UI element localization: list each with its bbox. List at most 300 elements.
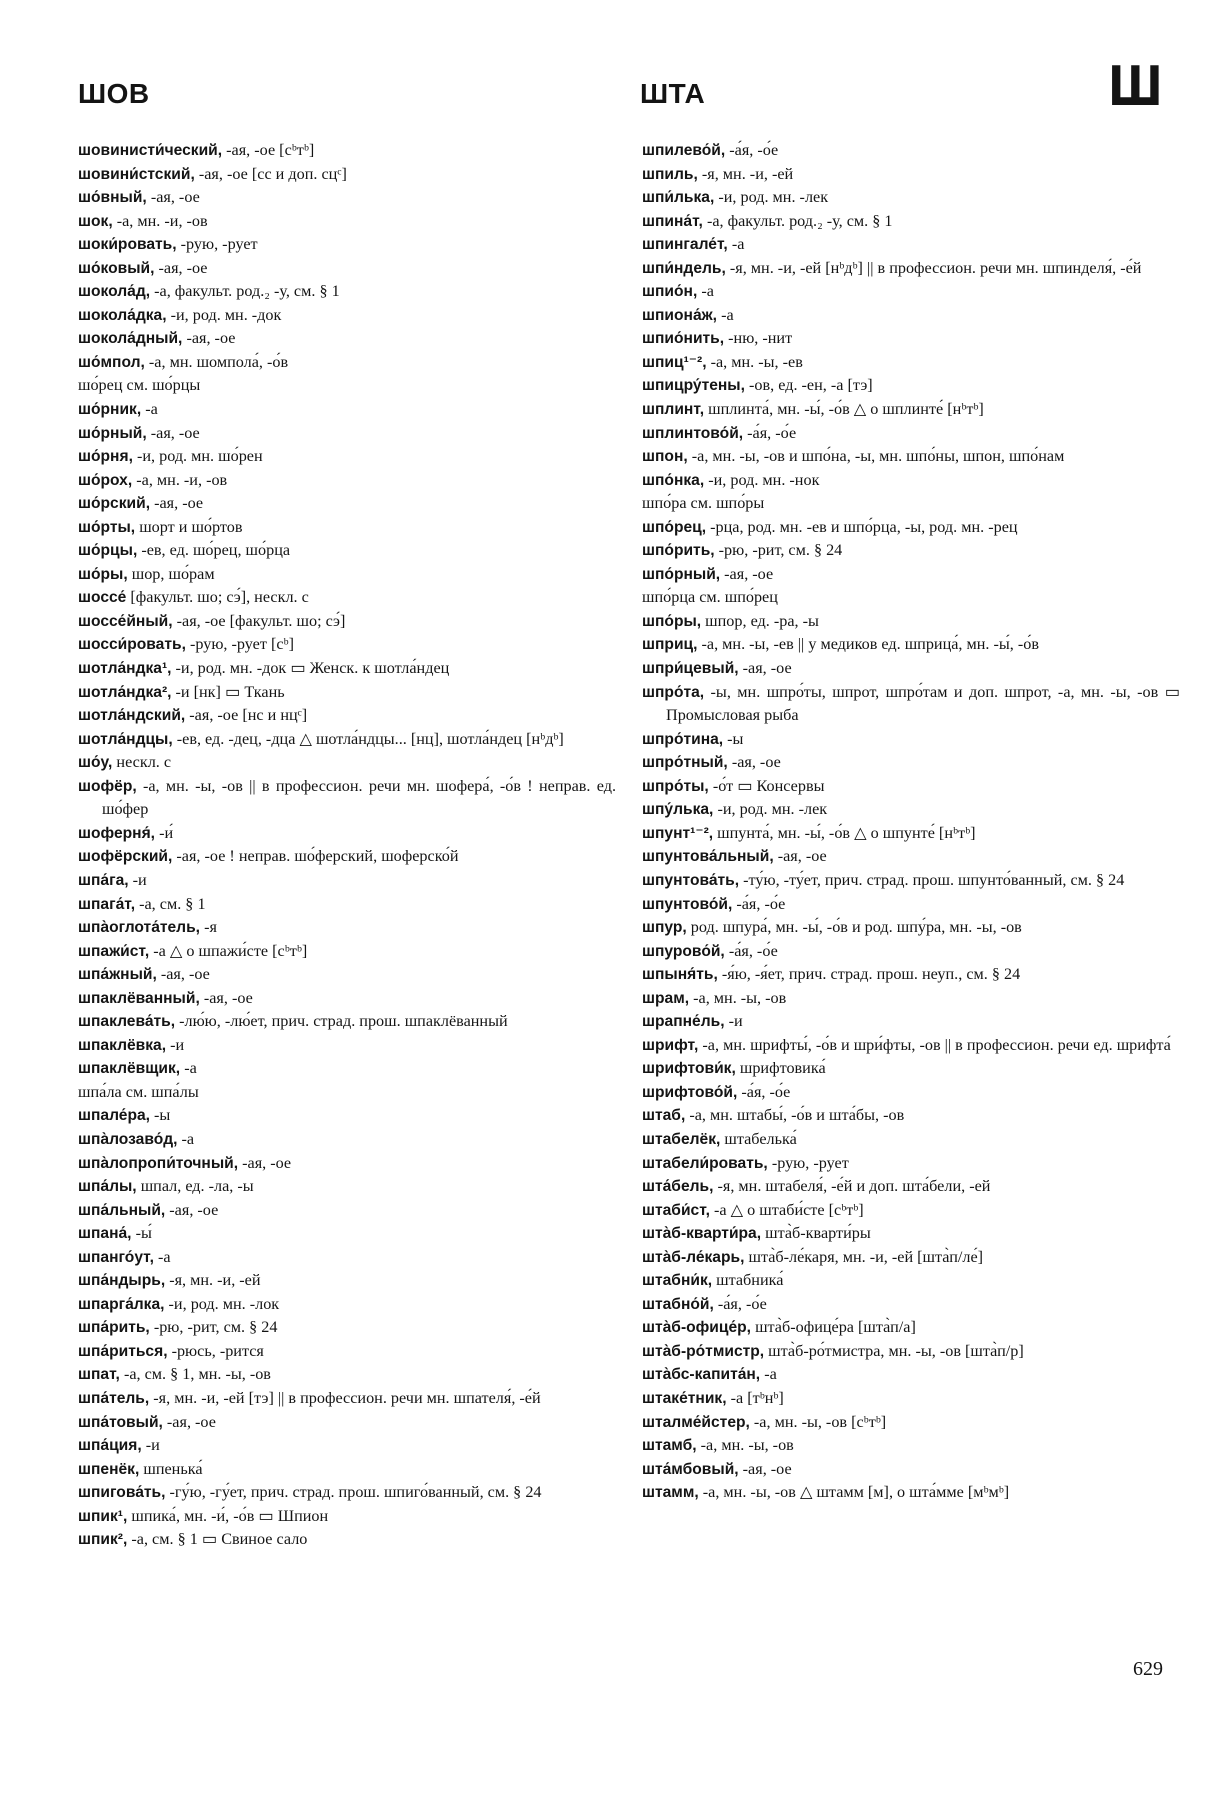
entry-definition: шта̀б-офице́ра [шта̀п/а] <box>751 1318 916 1337</box>
entry-definition: -а, мн. -ы, -ов || в профессион. речи мн. шофера́, -о́в ! неправ. ед. шо́фер <box>102 776 616 819</box>
entry-definition: -рую, -рует [сᵇ] <box>185 635 294 654</box>
dictionary-entry <box>642 963 1180 987</box>
entry-headword: шпиона́ж, <box>642 306 718 324</box>
entry-definition: -а́я, -о́е <box>743 423 797 442</box>
dictionary-entry <box>78 563 616 587</box>
dictionary-entry <box>78 987 616 1011</box>
dictionary-entry <box>78 845 616 869</box>
entry-headword: шпана́, <box>78 1225 132 1243</box>
entry-headword: шпур, <box>642 919 687 937</box>
entry-definition: -ев, ед. -дец, -дца △ шотла́ндцы... [нц], шотла́ндец [нᵇдᵇ] <box>172 729 564 748</box>
dictionary-entry <box>642 280 1180 304</box>
dictionary-entry <box>642 327 1180 351</box>
entry-headword: шпа́га, <box>78 871 129 889</box>
entry-headword: шталме́йстер, <box>642 1413 750 1431</box>
entry-headword: шосси́ровать, <box>78 636 186 654</box>
entry-headword: шпа́лы, <box>78 1178 137 1196</box>
entry-definition: штабелька́ <box>720 1129 797 1148</box>
entry-headword: шпа́льный, <box>78 1201 166 1219</box>
dictionary-entry <box>78 210 616 234</box>
dictionary-entry <box>642 304 1180 328</box>
entry-headword: шрифт, <box>642 1036 699 1054</box>
dictionary-entry <box>78 1128 616 1152</box>
dictionary-entry <box>78 233 616 257</box>
entry-definition: -а́я, -о́е <box>724 941 778 960</box>
entry-headword: шта̀бс-капита́н, <box>642 1366 761 1384</box>
entry-headword: шпу́лька, <box>642 801 714 819</box>
left-column <box>78 139 616 1552</box>
entry-definition: -я, мн. -и, -ей <box>165 1271 261 1290</box>
dictionary-entry <box>642 633 1180 657</box>
dictionary-entry <box>78 1528 616 1552</box>
entry-definition: -и, род. мн. шо́рен <box>132 447 263 466</box>
entry-definition: -а <box>760 1365 777 1384</box>
entry-definition: -ая, -ое ! неправ. шо́ферский, шоферско́й <box>172 847 459 866</box>
dictionary-entry <box>78 704 616 728</box>
dictionary-entry <box>642 1057 1180 1081</box>
dictionary-entry <box>78 963 616 987</box>
entry-definition: -я́ю, -я́ет, прич. страд. прош. неуп., см. § 24 <box>717 965 1021 984</box>
entry-definition: -рца, род. мн. -ев и шпо́рца, -ы, род. мн. -рец <box>706 517 1018 536</box>
entry-headword: шо́ковый, <box>78 259 155 277</box>
entry-headword: штабни́к, <box>642 1272 713 1290</box>
entry-definition: -а́я, -о́е <box>725 141 779 159</box>
dictionary-entry <box>78 1387 616 1411</box>
entry-definition: -а, см. § 1 ▭ Свиное сало <box>127 1530 308 1549</box>
entry-headword: шпа́рить, <box>78 1319 150 1337</box>
dictionary-entry <box>642 728 1180 752</box>
dictionary-entry <box>78 1222 616 1246</box>
entry-headword: шпик², <box>78 1531 128 1549</box>
entry-definition: -а <box>717 305 734 324</box>
dictionary-entry <box>642 798 1180 822</box>
entry-definition: -ая, -ое <box>146 188 200 207</box>
right-column <box>642 139 1180 1505</box>
entry-headword: шпи́лька, <box>642 189 715 207</box>
dictionary-entry <box>78 163 616 187</box>
entry-definition: -а, мн. -ы, -ов △ штамм [м], о шта́мме [мᵇмᵇ] <box>698 1483 1010 1502</box>
entry-definition: -и, род. мн. -лек <box>713 800 828 819</box>
entry-definition: -ая, -ое [факульт. шо; сэ́] <box>172 611 346 630</box>
entry-headword: штабно́й, <box>642 1295 714 1313</box>
dictionary-entry <box>78 186 616 210</box>
entry-definition: [факульт. шо; сэ́], нескл. с <box>126 588 309 607</box>
entry-headword: шпро́тина, <box>642 730 724 748</box>
dictionary-entry <box>78 940 616 964</box>
dictionary-entry <box>78 327 616 351</box>
entry-headword: шпаклева́ть, <box>78 1013 176 1031</box>
entry-definition: -ая, -ое <box>238 1153 292 1172</box>
dictionary-entry <box>642 210 1180 234</box>
dictionary-entry <box>78 422 616 446</box>
dictionary-entry <box>642 1175 1180 1199</box>
dictionary-entry <box>642 257 1180 281</box>
entry-headword: шпат, <box>78 1366 120 1384</box>
entry-headword: шокола́дный, <box>78 330 183 348</box>
dictionary-entry <box>78 633 616 657</box>
dictionary-entry <box>78 1034 616 1058</box>
entry-headword: шрапне́ль, <box>642 1013 725 1031</box>
entry-definition: -и, род. мн. -лек <box>714 188 829 207</box>
entry-definition: -а <box>180 1059 197 1078</box>
entry-definition: -ая, -ое <box>727 753 781 772</box>
dictionary-entry <box>78 1434 616 1458</box>
entry-headword: шрифтово́й, <box>642 1083 738 1101</box>
running-head-right: ШТА <box>640 78 706 109</box>
entry-definition: род. шпура́, мн. -ы́, -о́в и род. шпу́ра, мн. -ы, -ов <box>686 918 1022 937</box>
dictionary-entry <box>78 516 616 540</box>
entry-headword: шо́у, <box>78 754 113 772</box>
entry-definition: -и <box>141 1436 160 1455</box>
entry-headword: шпи́ндель, <box>642 259 726 277</box>
entry-headword: шпа́ция, <box>78 1437 142 1455</box>
entry-headword: шпри́цевый, <box>642 660 739 678</box>
dictionary-entry <box>642 1434 1180 1458</box>
entry-headword: шпо́нка, <box>642 471 705 489</box>
entry-definition: -я <box>200 918 217 937</box>
entry-headword: шплинт, <box>642 401 705 419</box>
dictionary-entry <box>78 869 616 893</box>
entry-definition: -ая, -ое <box>156 965 210 984</box>
entry-headword: шпио́нить, <box>642 330 725 348</box>
dictionary-entry <box>642 1481 1180 1505</box>
entry-definition: -а, мн. штабы́, -о́в и шта́бы, -ов <box>685 1106 905 1125</box>
dictionary-entry <box>642 1081 1180 1105</box>
entry-definition: -я, мн. -и, -ей [нᵇдᵇ] || в профессион. речи мн. шпинделя́, -е́й <box>725 258 1142 277</box>
dictionary-entry <box>78 445 616 469</box>
entry-definition: -и <box>166 1035 185 1054</box>
dictionary-entry <box>642 822 1180 846</box>
entry-headword: шпенёк, <box>78 1460 140 1478</box>
dictionary-entry <box>642 516 1180 540</box>
entry-definition: -а [тᵇнᵇ] <box>726 1388 784 1407</box>
entry-definition: -и, род. мн. -лок <box>164 1294 280 1313</box>
entry-definition: -ая, -ое <box>162 1412 216 1431</box>
entry-definition: -ая, -ое [сᵇтᵇ] <box>222 141 315 159</box>
entry-headword: шо́рный, <box>78 424 147 442</box>
entry-headword: шпо́рный, <box>642 565 721 583</box>
entry-definition: -а, мн. -ы, -ев || у медиков ед. шприца́, мн. -ы́, -о́в <box>697 635 1040 654</box>
entry-definition: -а <box>177 1129 195 1148</box>
entry-headword: шо́рох, <box>78 471 133 489</box>
entry-headword: шпон, <box>642 448 688 466</box>
entry-headword: шрифтови́к, <box>642 1060 736 1078</box>
entry-headword: шпунт¹⁻², <box>642 824 714 842</box>
entry-definition: -и [нк] ▭ Ткань <box>171 682 285 701</box>
dictionary-entry <box>642 539 1180 563</box>
entry-headword: шпа́товый, <box>78 1413 163 1431</box>
entry-definition: -ая, -ое <box>738 659 792 678</box>
entry-headword: шпио́н, <box>642 283 698 301</box>
entry-definition: -а △ о шпажи́сте [сᵇтᵇ] <box>149 941 308 960</box>
dictionary-entry <box>78 1010 616 1034</box>
dictionary-entry <box>78 1293 616 1317</box>
entry-definition: -ая, -ое <box>146 423 200 442</box>
entry-definition: -ы́ <box>131 1224 152 1243</box>
entry-definition: -а <box>153 1247 171 1266</box>
entry-definition: -а <box>697 282 714 301</box>
entry-headword: шта̀б-ро́тмистр, <box>642 1342 765 1360</box>
dictionary-entry <box>642 869 1180 893</box>
entry-headword: шотла́ндцы, <box>78 730 173 748</box>
entry-definition: шпо́ра см. шпо́ры <box>642 494 765 513</box>
dictionary-entry <box>642 186 1180 210</box>
entry-headword: шпо́ры, <box>642 612 702 630</box>
entry-headword: шпро́та, <box>642 683 705 701</box>
dictionary-entry <box>78 775 616 822</box>
entry-definition: -а, мн. шомпола́, -о́в <box>144 352 289 371</box>
entry-definition: -и <box>128 870 147 889</box>
entry-definition: -рю, -рит, см. § 24 <box>149 1318 278 1337</box>
entry-headword: шовини́стский, <box>78 165 195 183</box>
entry-definition: -а <box>727 235 745 254</box>
entry-headword: шпурово́й, <box>642 942 725 960</box>
dictionary-entry <box>642 1222 1180 1246</box>
entry-definition: шрифтовика́ <box>735 1059 826 1078</box>
entry-headword: шотла́ндка², <box>78 683 172 701</box>
page-number: 629 <box>1133 1658 1163 1680</box>
dictionary-entry <box>78 1269 616 1293</box>
entry-definition: шпика́, мн. -и́, -о́в ▭ Шпион <box>127 1506 329 1525</box>
entry-definition: -ая, -ое [нс и нцᶜ] <box>185 706 308 725</box>
entry-headword: штаке́тник, <box>642 1389 727 1407</box>
dictionary-entry <box>642 563 1180 587</box>
dictionary-entry <box>642 657 1180 681</box>
entry-definition: -о́т ▭ Консервы <box>708 776 825 795</box>
entry-headword: шпаклёванный, <box>78 989 200 1007</box>
dictionary-entry <box>78 1458 616 1482</box>
dictionary-entry <box>642 845 1180 869</box>
entry-definition: -ая, -ое [сс и доп. сцᶜ] <box>194 164 347 183</box>
dictionary-entry <box>642 445 1180 469</box>
entry-headword: шпале́ра, <box>78 1107 150 1125</box>
dictionary-entry <box>78 916 616 940</box>
dictionary-entry <box>78 657 616 681</box>
entry-definition: шор, шо́рам <box>127 564 215 583</box>
entry-headword: шпажи́ст, <box>78 942 150 960</box>
entry-headword: шо́вный, <box>78 189 147 207</box>
entry-definition: -и́ <box>155 823 174 842</box>
entry-headword: шпилево́й, <box>642 142 726 159</box>
entry-headword: шпа́ндырь, <box>78 1272 166 1290</box>
dictionary-entry <box>78 539 616 563</box>
entry-headword: шта́мбовый, <box>642 1460 739 1478</box>
dictionary-entry <box>642 1152 1180 1176</box>
dictionary-entry <box>78 728 616 752</box>
entry-definition: -ню, -нит <box>724 329 793 348</box>
entry-headword: шо́ры, <box>78 565 128 583</box>
dictionary-entry <box>642 351 1180 375</box>
dictionary-entry <box>642 681 1180 728</box>
dictionary-entry <box>642 586 1180 610</box>
entry-headword: шпа̀лозаво́д, <box>78 1130 178 1148</box>
dictionary-entry <box>642 1363 1180 1387</box>
entry-headword: шпунтова́ть, <box>642 871 740 889</box>
entry-headword: шпаклёвка, <box>78 1036 167 1054</box>
entry-headword: шта́бель, <box>642 1178 714 1196</box>
entry-definition: -и, род. мн. -док <box>166 305 282 324</box>
entry-definition: -а △ о штаби́сте [сᵇтᵇ] <box>710 1200 864 1219</box>
dictionary-entry <box>78 1363 616 1387</box>
dictionary-entry <box>78 1316 616 1340</box>
dictionary-entry <box>642 987 1180 1011</box>
entry-definition: -а, мн. -ы, -ов <box>689 988 787 1007</box>
entry-definition: шта̀б-ле́каря, мн. -и, -ей [шта̀п/ле́] <box>744 1247 984 1266</box>
entry-definition: -а, мн. -и, -ов <box>132 470 228 489</box>
entry-definition: -гу́ю, -гу́ет, прич. страд. прош. шпиго́ванный, см. § 24 <box>165 1483 542 1502</box>
entry-headword: шо́рник, <box>78 401 142 419</box>
dictionary-entry <box>642 1387 1180 1411</box>
entry-definition: -ая, -ое <box>154 258 208 277</box>
dictionary-entry <box>642 916 1180 940</box>
entry-definition: -я, мн. -и, -ей [тэ] || в профессион. речи мн. шпателя́, -е́й <box>149 1388 541 1407</box>
dictionary-entry <box>642 492 1180 516</box>
dictionary-entry <box>642 610 1180 634</box>
dictionary-entry <box>78 304 616 328</box>
dictionary-entry <box>78 1199 616 1223</box>
entry-definition: -а, мн. -ы, -ов <box>696 1436 794 1455</box>
dictionary-entry <box>642 775 1180 799</box>
entry-headword: шо́рцы, <box>78 542 138 560</box>
entry-headword: шо́рский, <box>78 495 151 513</box>
dictionary-entry <box>78 1081 616 1105</box>
dictionary-entry <box>78 1411 616 1435</box>
entry-definition: -и, род. мн. -док ▭ Женск. к шотла́ндец <box>171 659 450 678</box>
entry-headword: шпыня́ть, <box>642 966 718 984</box>
entry-definition: -ая, -ое <box>165 1200 219 1219</box>
entry-definition: -ая, -ое <box>773 847 827 866</box>
entry-definition: -а, см. § 1, мн. -ы, -ов <box>119 1365 271 1384</box>
entry-headword: шокола́дка, <box>78 306 167 324</box>
dictionary-entry <box>642 1458 1180 1482</box>
section-letter: Ш <box>1108 55 1163 118</box>
entry-headword: шо́рты, <box>78 518 136 536</box>
entry-headword: шоссе́ <box>78 589 127 607</box>
entry-definition: шпа́ла см. шпа́лы <box>78 1082 199 1101</box>
entry-headword: шпиц¹⁻², <box>642 353 707 371</box>
entry-definition: шпо́рца см. шпо́рец <box>642 588 778 607</box>
entry-definition: -рую, -рует <box>767 1153 849 1172</box>
dictionary-entry <box>78 1104 616 1128</box>
entry-headword: шприц, <box>642 636 698 654</box>
entry-definition: -ту́ю, -ту́ет, прич. страд. прош. шпунто́ванный, см. § 24 <box>739 870 1125 889</box>
dictionary-entry <box>78 681 616 705</box>
entry-headword: шрам, <box>642 989 690 1007</box>
entry-headword: шпа́тель, <box>78 1389 150 1407</box>
entry-definition: -ая, -ое <box>738 1459 792 1478</box>
entry-definition: -ы <box>723 729 744 748</box>
entry-headword: шпа̀оглота́тель, <box>78 919 201 937</box>
entry-headword: шофёр, <box>78 777 137 795</box>
dictionary-entry <box>78 1057 616 1081</box>
dictionary-entry <box>78 374 616 398</box>
entry-definition: -лю́ю, -лю́ет, прич. страд. прош. шпаклёванный <box>175 1012 508 1031</box>
entry-headword: штабели́ровать, <box>642 1154 768 1172</box>
entry-headword: шпа́жный, <box>78 966 157 984</box>
entry-definition: -и, род. мн. -нок <box>704 470 820 489</box>
dictionary-entry <box>642 422 1180 446</box>
entry-definition: нескл. с <box>112 753 172 772</box>
entry-headword: шта̀б-кварти́ра, <box>642 1225 762 1243</box>
entry-headword: шпа̀лопропи́точный, <box>78 1154 239 1172</box>
dictionary-entry <box>642 163 1180 187</box>
entry-definition: -ы <box>150 1106 171 1125</box>
dictionary-entry <box>78 469 616 493</box>
dictionary-entry <box>642 1340 1180 1364</box>
entry-definition: шпунта́, мн. -ы́, -о́в △ о шпунте́ [нᵇтᵇ] <box>713 823 976 842</box>
dictionary-entry <box>642 1316 1180 1340</box>
entry-definition: -а, мн. шрифты́, -о́в и шри́фты, -ов || в профессион. речи ед. шрифта́ <box>698 1035 1171 1054</box>
dictionary-entry <box>78 610 616 634</box>
entry-definition: -а, факульт. род.₂ -у, см. § 1 <box>150 282 340 301</box>
entry-definition: шта̀б-ро́тмистра, мн. -ы, -ов [шта̀п/р] <box>764 1341 1024 1360</box>
entry-definition: -я, мн. -и, -ей <box>697 164 794 183</box>
entry-headword: шпа́риться, <box>78 1342 168 1360</box>
dictionary-entry <box>642 893 1180 917</box>
dictionary-entry <box>642 1199 1180 1223</box>
entry-headword: шпро́ты, <box>642 777 709 795</box>
dictionary-entry <box>78 1505 616 1529</box>
entry-headword: шпигова́ть, <box>78 1484 166 1502</box>
dictionary-entry <box>78 1481 616 1505</box>
entry-headword: шотла́ндка¹, <box>78 660 172 678</box>
entry-definition: -рую, -рует <box>176 235 258 254</box>
entry-definition: шплинта́, мн. -ы́, -о́в △ о шплинте́ [нᵇтᵇ] <box>704 400 984 419</box>
dictionary-entry <box>642 398 1180 422</box>
entry-headword: шокола́д, <box>78 283 151 301</box>
entry-headword: шотла́ндский, <box>78 707 186 725</box>
entry-definition: -ев, ед. шо́рец, шо́рца <box>137 541 291 560</box>
entry-definition: -рю, -рит, см. § 24 <box>714 541 843 560</box>
dictionary-entry <box>642 1411 1180 1435</box>
entry-definition: -ов, ед. -ен, -а [тэ] <box>744 376 873 395</box>
dictionary-entry <box>78 257 616 281</box>
entry-headword: шо́рня, <box>78 448 133 466</box>
entry-definition: -а, факульт. род.₂ -у, см. § 1 <box>702 211 893 230</box>
dictionary-entry <box>78 1246 616 1270</box>
entry-headword: штамб, <box>642 1437 697 1455</box>
entry-headword: шпиль, <box>642 165 698 183</box>
entry-definition: -а, мн. -и, -ов <box>112 211 208 230</box>
entry-headword: шофёрский, <box>78 848 173 866</box>
entry-definition: -а́я, -о́е <box>713 1294 767 1313</box>
entry-definition: -я, мн. штабеля́, -е́й и доп. шта́бели, -ей <box>713 1177 991 1196</box>
dictionary-entry <box>642 1104 1180 1128</box>
entry-definition: -а, см. § 1 <box>135 894 206 913</box>
entry-definition: -а, мн. -ы, -ов [сᵇтᵇ] <box>749 1412 887 1431</box>
dictionary-entry <box>642 1034 1180 1058</box>
entry-definition: -а <box>141 400 158 419</box>
entry-definition: шпенька́ <box>139 1459 203 1478</box>
dictionary-entry <box>78 1340 616 1364</box>
entry-definition: шо́рец см. шо́рцы <box>78 376 201 395</box>
entry-headword: шоссе́йный, <box>78 612 173 630</box>
entry-headword: шпарга́лка, <box>78 1295 165 1313</box>
entry-headword: шоферня́, <box>78 824 156 842</box>
entry-headword: штаб, <box>642 1107 686 1125</box>
dictionary-entry <box>78 586 616 610</box>
entry-definition: шпал, ед. -ла, -ы <box>136 1177 254 1196</box>
entry-headword: шпро́тный, <box>642 754 728 772</box>
dictionary-entry <box>78 1152 616 1176</box>
dictionary-entry <box>78 893 616 917</box>
dictionary-entry <box>642 139 1180 163</box>
dictionary-entry <box>642 1128 1180 1152</box>
entry-definition: -ая, -ое <box>150 494 204 513</box>
entry-headword: шоки́ровать, <box>78 236 177 254</box>
entry-headword: шо́мпол, <box>78 353 145 371</box>
entry-headword: шпунтова́льный, <box>642 848 774 866</box>
